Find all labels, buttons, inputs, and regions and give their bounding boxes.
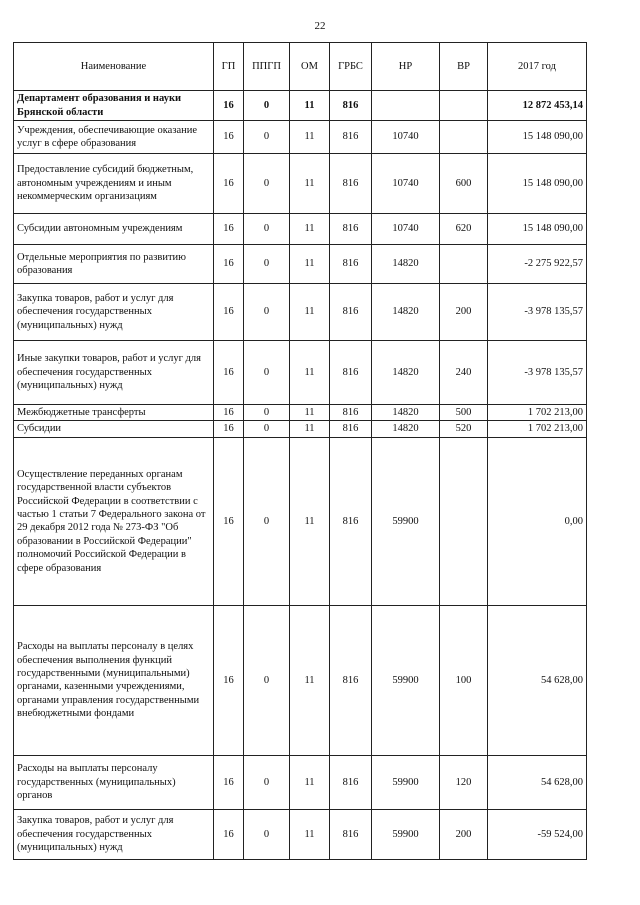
row-amount: 15 148 090,00 xyxy=(488,214,587,245)
table-row xyxy=(14,405,587,421)
row-om: 11 xyxy=(290,284,330,341)
row-name: Закупка товаров, работ и услуг для обеспечения государственных (муниципальных) нужд xyxy=(14,809,214,859)
row-gp: 16 xyxy=(214,284,244,341)
table-row xyxy=(14,245,587,284)
row-name: Предоставление субсидий бюджетным, автономным учреждениям и иным некоммерческим организациям xyxy=(14,154,214,214)
row-amount: 1 702 213,00 xyxy=(488,421,587,437)
row-grbs: 816 xyxy=(330,437,372,605)
row-ppgp: 0 xyxy=(244,154,290,214)
table-row xyxy=(14,605,587,755)
row-gp: 16 xyxy=(214,421,244,437)
row-vr: 240 xyxy=(440,341,488,405)
row-nr: 14820 xyxy=(372,405,440,421)
table-row xyxy=(14,421,587,437)
row-grbs: 816 xyxy=(330,405,372,421)
row-vr: 600 xyxy=(440,154,488,214)
row-amount: 54 628,00 xyxy=(488,605,587,755)
row-om: 11 xyxy=(290,214,330,245)
col-header-ppgp: ППГП xyxy=(244,43,290,91)
row-ppgp: 0 xyxy=(244,405,290,421)
row-vr: 500 xyxy=(440,405,488,421)
row-vr xyxy=(440,91,488,121)
row-om: 11 xyxy=(290,437,330,605)
row-name: Расходы на выплаты персоналу государственных (муниципальных) органов xyxy=(14,755,214,809)
table-header xyxy=(14,43,587,91)
table-row xyxy=(14,154,587,214)
row-ppgp: 0 xyxy=(244,341,290,405)
row-vr: 620 xyxy=(440,214,488,245)
row-nr xyxy=(372,91,440,121)
table-row xyxy=(14,809,587,859)
row-grbs: 816 xyxy=(330,605,372,755)
row-om: 11 xyxy=(290,154,330,214)
col-header-nr: НР xyxy=(372,43,440,91)
row-grbs: 816 xyxy=(330,154,372,214)
table-row xyxy=(14,341,587,405)
table-row xyxy=(14,755,587,809)
row-gp: 16 xyxy=(214,154,244,214)
table-row xyxy=(14,437,587,605)
row-name: Субсидии автономным учреждениям xyxy=(14,214,214,245)
budget-table xyxy=(13,42,587,860)
row-vr xyxy=(440,437,488,605)
row-om: 11 xyxy=(290,121,330,154)
row-ppgp: 0 xyxy=(244,284,290,341)
col-header-vr: ВР xyxy=(440,43,488,91)
row-gp: 16 xyxy=(214,91,244,121)
row-grbs: 816 xyxy=(330,755,372,809)
row-nr: 14820 xyxy=(372,284,440,341)
row-name: Департамент образования и науки Брянской области xyxy=(14,91,214,121)
row-ppgp: 0 xyxy=(244,809,290,859)
row-gp: 16 xyxy=(214,405,244,421)
row-om: 11 xyxy=(290,809,330,859)
row-name: Расходы на выплаты персоналу в целях обеспечения выполнения функций государственными (муниципальными) органами, казенными учреждениями, органами управления государственными внебюджетными фондами xyxy=(14,605,214,755)
row-vr: 200 xyxy=(440,284,488,341)
row-ppgp: 0 xyxy=(244,421,290,437)
row-gp: 16 xyxy=(214,214,244,245)
row-om: 11 xyxy=(290,421,330,437)
row-ppgp: 0 xyxy=(244,121,290,154)
row-nr: 59900 xyxy=(372,605,440,755)
row-amount: -59 524,00 xyxy=(488,809,587,859)
col-header-gp: ГП xyxy=(214,43,244,91)
row-amount: 12 872 453,14 xyxy=(488,91,587,121)
table-row xyxy=(14,121,587,154)
row-amount: 0,00 xyxy=(488,437,587,605)
row-name: Отдельные мероприятия по развитию образования xyxy=(14,245,214,284)
row-nr: 10740 xyxy=(372,154,440,214)
row-vr xyxy=(440,245,488,284)
row-nr: 10740 xyxy=(372,121,440,154)
row-nr: 14820 xyxy=(372,421,440,437)
row-vr xyxy=(440,121,488,154)
page-number: 22 xyxy=(314,20,326,32)
table-row xyxy=(14,91,587,121)
row-grbs: 816 xyxy=(330,245,372,284)
row-name: Учреждения, обеспечивающие оказание услуг в сфере образования xyxy=(14,121,214,154)
col-header-2017: 2017 год xyxy=(488,43,587,91)
row-nr: 14820 xyxy=(372,245,440,284)
row-gp: 16 xyxy=(214,605,244,755)
col-header-grbs: ГРБС xyxy=(330,43,372,91)
row-grbs: 816 xyxy=(330,91,372,121)
row-om: 11 xyxy=(290,341,330,405)
row-nr: 59900 xyxy=(372,755,440,809)
row-amount: 15 148 090,00 xyxy=(488,154,587,214)
row-nr: 14820 xyxy=(372,341,440,405)
row-amount: -2 275 922,57 xyxy=(488,245,587,284)
row-grbs: 816 xyxy=(330,214,372,245)
table-row xyxy=(14,214,587,245)
row-grbs: 816 xyxy=(330,809,372,859)
row-grbs: 816 xyxy=(330,341,372,405)
row-grbs: 816 xyxy=(330,121,372,154)
row-vr: 520 xyxy=(440,421,488,437)
row-om: 11 xyxy=(290,91,330,121)
col-header-om: ОМ xyxy=(290,43,330,91)
row-name: Иные закупки товаров, работ и услуг для обеспечения государственных (муниципальных) нужд xyxy=(14,341,214,405)
row-nr: 10740 xyxy=(372,214,440,245)
row-grbs: 816 xyxy=(330,284,372,341)
row-vr: 120 xyxy=(440,755,488,809)
row-name: Осуществление переданных органам государственной власти субъектов Российской Федерации в соответствии с частью 1 статьи 7 Федерального закона от 29 декабря 2012 года № 273-ФЗ "Об образовании в Российской Федерации" полномочий Российской Федерации в сфере образования xyxy=(14,437,214,605)
row-nr: 59900 xyxy=(372,809,440,859)
row-ppgp: 0 xyxy=(244,91,290,121)
row-amount: -3 978 135,57 xyxy=(488,284,587,341)
row-gp: 16 xyxy=(214,437,244,605)
row-nr: 59900 xyxy=(372,437,440,605)
row-amount: -3 978 135,57 xyxy=(488,341,587,405)
row-om: 11 xyxy=(290,405,330,421)
row-ppgp: 0 xyxy=(244,755,290,809)
row-gp: 16 xyxy=(214,245,244,284)
row-ppgp: 0 xyxy=(244,437,290,605)
row-om: 11 xyxy=(290,755,330,809)
row-gp: 16 xyxy=(214,809,244,859)
col-header-name: Наименование xyxy=(14,43,214,91)
row-amount: 1 702 213,00 xyxy=(488,405,587,421)
row-ppgp: 0 xyxy=(244,605,290,755)
row-name: Субсидии xyxy=(14,421,214,437)
row-ppgp: 0 xyxy=(244,245,290,284)
row-vr: 100 xyxy=(440,605,488,755)
row-amount: 15 148 090,00 xyxy=(488,121,587,154)
row-gp: 16 xyxy=(214,341,244,405)
row-om: 11 xyxy=(290,605,330,755)
row-name: Межбюджетные трансферты xyxy=(14,405,214,421)
table-row xyxy=(14,284,587,341)
row-om: 11 xyxy=(290,245,330,284)
row-gp: 16 xyxy=(214,755,244,809)
row-grbs: 816 xyxy=(330,421,372,437)
row-vr: 200 xyxy=(440,809,488,859)
row-name: Закупка товаров, работ и услуг для обеспечения государственных (муниципальных) нужд xyxy=(14,284,214,341)
row-ppgp: 0 xyxy=(244,214,290,245)
row-gp: 16 xyxy=(214,121,244,154)
row-amount: 54 628,00 xyxy=(488,755,587,809)
